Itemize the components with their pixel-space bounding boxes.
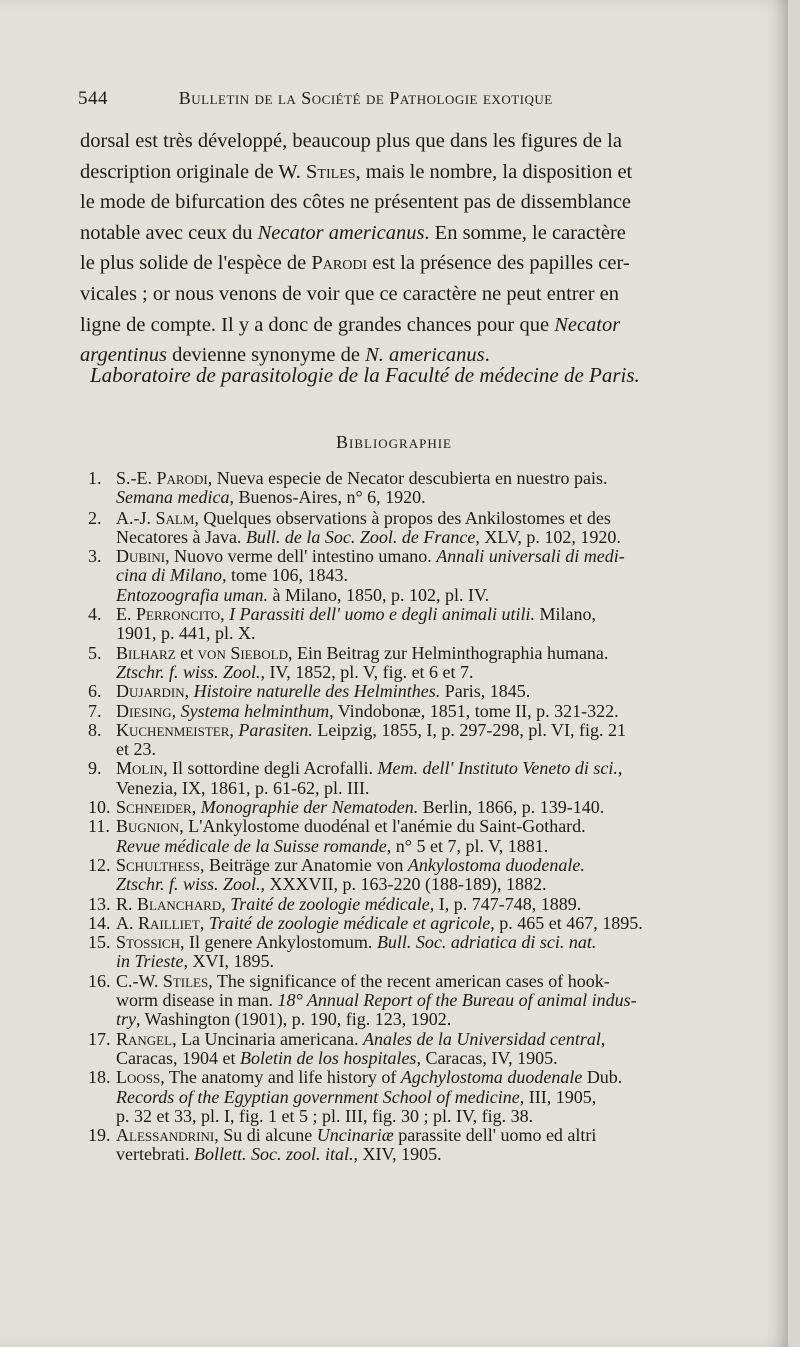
reference-8: 8. Kuchenmeister, Parasiten. Leipzig, 1855, I, p. 297-298, pl. VI, fig. 21 et 23. xyxy=(88,720,627,760)
laboratory-affiliation: Laboratoire de parasitologie de la Faculté de médecine de Paris. xyxy=(90,363,640,387)
body-line: le plus solide de l'espèce de Parodi est la présence des papilles cer- xyxy=(80,252,630,275)
reference-11: 11. Bugnion, L'Ankylostome duodénal et l'anémie du Saint-Gothard. Revue médicale de la Suisse romande, n° 5 et 7, pl. V, 1881. xyxy=(88,817,586,856)
reference-14: 14. A. Railliet, Traité de zoologie médicale et agricole, p. 465 et 467, 1895. xyxy=(88,913,643,933)
reference-15: 15. Stossich, Il genere Ankylostomum. Bull. Soc. adriatica di sci. nat. in Trieste, XVI, 1895. xyxy=(88,933,597,972)
bibliography-heading: Bibliographie xyxy=(336,432,452,452)
reference-5: 5. Bilharz et von Siebold, Ein Beitrag zur Helminthographia humana. Ztschr. f. wiss. Zool., IV, 1852, pl. V, fig. et 6 et 7. xyxy=(88,643,609,682)
reference-16: 16. C.-W. Stiles, The significance of the recent american cases of hook- worm disease in man. 18° Annual Report of the Bureau of animal indus- try, Washington (1901), p. 190, fig. 123, 1902. xyxy=(88,971,637,1030)
reference-6: 6. Dujardin, Histoire naturelle des Helminthes. Paris, 1845. xyxy=(88,682,531,702)
reference-3: 3. Dubini, Nuovo verme dell' intestino umano. Annali universali di medi- cina di Milano, tome 106, 1843. xyxy=(88,547,625,586)
reference-17: 17. Rangel, La Uncinaria americana. Anales de la Universidad central, Caracas, 1904 et Boletin de los hospitales, Caracas, IV, 1905. xyxy=(88,1029,606,1068)
journal-title: Bulletin de la Société de Pathologie exotique xyxy=(178,88,553,108)
reference-2: 2. A.-J. Salm, Quelques observations à propos des Ankilostomes et des Necatores à Java. Bull. de la Soc. Zool. de France, XLV, p. 102, 1920. xyxy=(88,508,621,547)
reference-19: 19. Alessandrini, Su di alcune Uncinariæ parassite dell' uomo ed altri vertebrati. Bollett. Soc. zool. ital., XIV, 1905. xyxy=(88,1126,597,1165)
body-line: dorsal est très développé, beaucoup plus que dans les figures de la xyxy=(80,130,622,152)
reference-12: 12. Schulthess, Beiträge zur Anatomie von Ankylostoma duodenale. Ztschr. f. wiss. Zool., XXXVII, p. 163-220 (188-189), 1882. xyxy=(88,855,585,895)
body-line: description originale de W. Stiles, mais le nombre, la disposition et xyxy=(80,160,633,183)
reference-9: 9. Molin, Il sottordine degli Acrofalli. Mem. dell' Instituto Veneto di sci., Venezia, IX, 1861, p. 61-62, pl. III. xyxy=(88,759,623,798)
reference-7: 7. Diesing, Systema helminthum, Vindobonæ, 1851, tome II, p. 321-322. xyxy=(88,701,619,721)
body-paragraph xyxy=(80,126,725,371)
reference-1: 1. S.-E. Parodi, Nueva especie de Necator descubierta en nuestro pais. Semana medica, Buenos-Aires, n° 6, 1920. xyxy=(88,469,608,508)
reference-18: 18. Looss, The anatomy and life history of Agchylostoma duodenale Dub. Records of the Egyptian government School of medicine, III, 1905, p. 32 et 33, pl. I, fig. 1 et 5 ; pl. III, fig. 30 ; pl. IV, fig. 38. xyxy=(88,1068,623,1126)
reference-list xyxy=(88,469,740,1165)
page-number: 544 xyxy=(78,88,108,109)
reference-10: 10. Schneider, Monographie der Nematoden. Berlin, 1866, p. 139-140. xyxy=(88,798,605,818)
body-line: le mode de bifurcation des côtes ne présentent pas de dissemblance xyxy=(80,191,632,214)
reference-4: 4. E. Perroncito, I Parassiti dell' uomo e degli animali utili. Milano, 1901, p. 441, pl. X. xyxy=(88,605,597,644)
body-line: vicales ; or nous venons de voir que ce caractère ne peut entrer en xyxy=(80,282,620,305)
reference-13: 13. R. Blanchard, Traité de zoologie médicale, I, p. 747-748, 1889. xyxy=(88,894,582,914)
reference-3-continued: Entozoografia uman. à Milano, 1850, p. 102, pl. IV. xyxy=(116,585,490,605)
body-line: ligne de compte. Il y a donc de grandes chances pour que Necator xyxy=(80,313,621,336)
running-header xyxy=(78,88,638,110)
body-line: notable avec ceux du Necator americanus. En somme, le caractère xyxy=(80,221,626,244)
body-line: argentinus devienne synonyme de N. americanus. xyxy=(80,344,490,367)
